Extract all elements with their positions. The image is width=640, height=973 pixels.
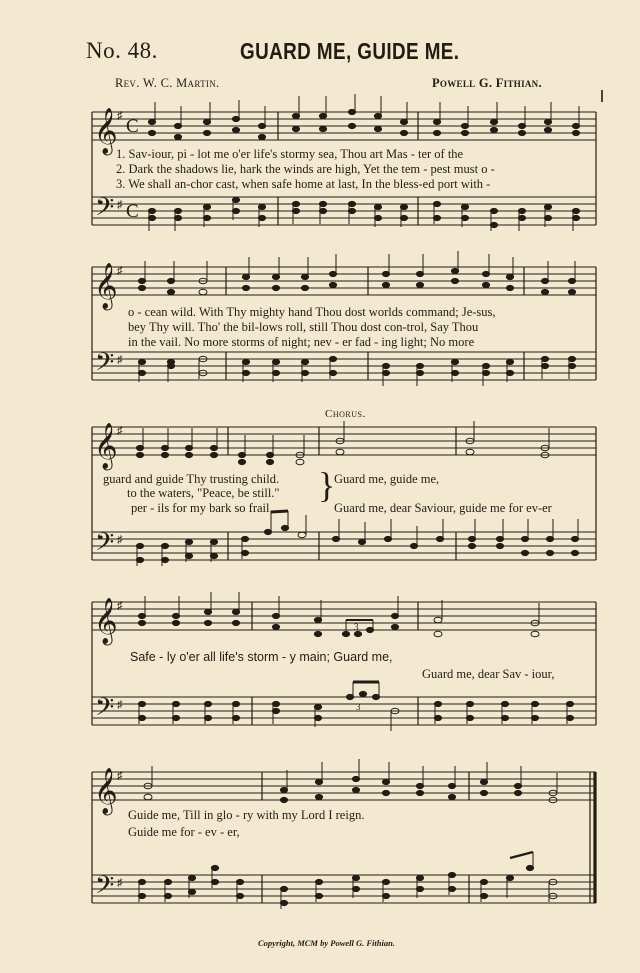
- lyric-line: Guard me, dear Saviour, guide me for ev-er: [334, 501, 552, 515]
- key-signature-sharp-icon: ♯: [117, 534, 123, 546]
- treble-clef-icon: 𝄞: [94, 598, 118, 643]
- common-time-icon: C: [126, 116, 139, 137]
- lyric-line: Guide me for - ev - er,: [128, 825, 240, 839]
- key-signature-sharp-icon: ♯: [117, 425, 123, 437]
- bass-clef-icon: 𝄢: [95, 694, 115, 727]
- key-signature-sharp-icon: ♯: [117, 110, 123, 122]
- hymn-number: No. 48.: [86, 38, 158, 63]
- music-system-5: [0, 760, 640, 930]
- key-signature-sharp-icon: ♯: [117, 354, 123, 366]
- key-signature-sharp-icon: ♯: [117, 877, 123, 889]
- lyric-line: in the vail. No more storms of night; nev - er fad - ing light; No more: [128, 335, 475, 349]
- lyric-line: 3. We shall an-chor cast, when safe home at last, In the bless-ed port with -: [116, 177, 491, 191]
- lyric-line: 2. Dark the shadows lie, hark the winds are high, Yet the tem - pest must o -: [116, 162, 495, 176]
- bass-clef-icon: 𝄢: [95, 529, 115, 562]
- lyric-line: per - ils for my bark so frail.: [131, 501, 273, 515]
- treble-clef-icon: 𝄞: [94, 108, 118, 153]
- common-time-icon: C: [126, 201, 139, 222]
- copyright-notice: Copyright, MCM by Powell G. Fithian.: [258, 938, 395, 948]
- key-signature-sharp-icon: ♯: [117, 199, 123, 211]
- hymn-title: GUARD ME, GUIDE ME.: [240, 38, 460, 64]
- key-signature-sharp-icon: ♯: [117, 770, 123, 782]
- bass-clef-icon: 𝄢: [95, 872, 115, 905]
- treble-clef-icon: 𝄞: [94, 768, 118, 813]
- lyric-line: Guide me, Till in glo - ry with my Lord I reign.: [128, 808, 365, 822]
- treble-clef-icon: 𝄞: [94, 263, 118, 308]
- key-signature-sharp-icon: ♯: [117, 699, 123, 711]
- lyric-line: bey Thy will. Tho' the bil-lows roll, still Thou dost con-trol, Say Thou: [128, 320, 479, 334]
- treble-clef-icon: 𝄞: [94, 423, 118, 468]
- lyric-line: 1. Sav-iour, pi - lot me o'er life's stormy sea, Thou art Mas - ter of the: [116, 147, 464, 161]
- music-system-3: [0, 415, 640, 585]
- lyric-line: Guard me, dear Sav - iour,: [422, 667, 555, 681]
- key-signature-sharp-icon: ♯: [117, 265, 123, 277]
- lyricist-credit: Rev. W. C. Martin.: [115, 76, 220, 90]
- lyric-line: Safe - ly o'er all life's storm - y main; Guard me,: [130, 650, 393, 664]
- hymn-header: [0, 38, 640, 78]
- key-signature-sharp-icon: ♯: [117, 600, 123, 612]
- lyric-line: to the waters, "Peace, be still.": [127, 486, 280, 500]
- lyric-line: Guard me, guide me,: [334, 472, 440, 486]
- brace-icon: }: [318, 465, 336, 505]
- chorus-label: Chorus.: [325, 408, 366, 420]
- bass-clef-icon: 𝄢: [95, 349, 115, 382]
- svg-text:3: 3: [354, 622, 359, 632]
- lyric-line: guard and guide Thy trusting child.: [103, 472, 280, 486]
- music-system-4: [0, 590, 640, 740]
- composer-credit: Powell G. Fithian.: [432, 76, 542, 90]
- svg-text:3: 3: [356, 702, 361, 712]
- bass-clef-icon: 𝄢: [95, 194, 115, 227]
- lyric-line: o - cean wild. With Thy mighty hand Thou dost worlds command; Je-sus,: [128, 305, 496, 319]
